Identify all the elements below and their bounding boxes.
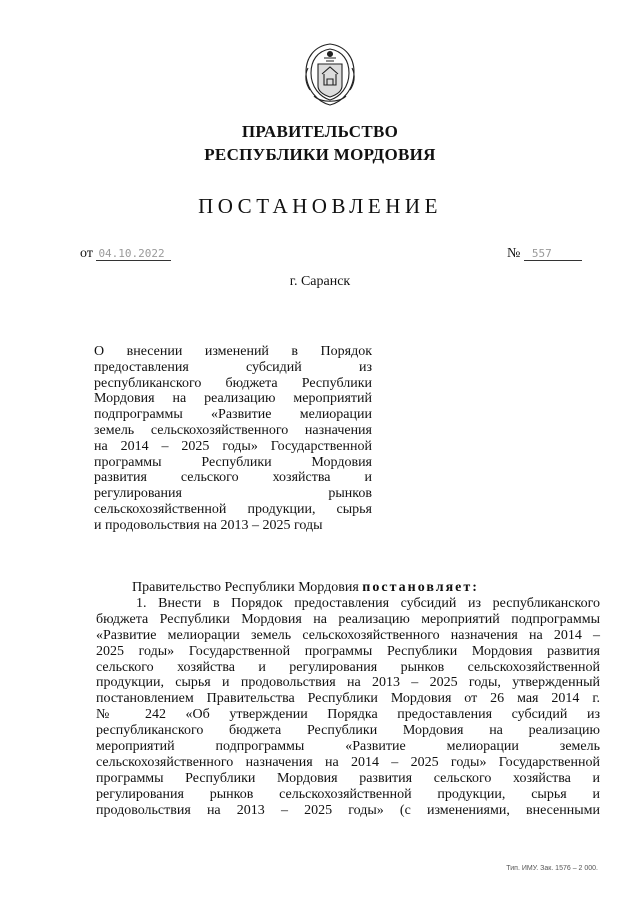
body-line: бюджета Республики Мордовия на реализацию мероприятий подпрограммы <box>96 611 600 627</box>
city: г. Саранск <box>289 274 351 289</box>
body-line: мероприятий подпрограммы «Развитие мелиорации земель <box>96 739 600 755</box>
body-line: «Развитие мелиорации земель сельскохозяйственного назначения на 2014 – <box>96 627 600 643</box>
subject-line: и продовольствия на 2013 – 2025 годы <box>94 517 323 533</box>
government-name-line2: РЕСПУБЛИКИ МОРДОВИЯ <box>204 145 436 164</box>
subject-line: Мордовия на реализацию мероприятий <box>94 391 372 407</box>
body-line: программы Республики Мордовия развития сельского хозяйства и <box>96 770 600 786</box>
body-line: сельского хозяйства и регулирования рынков сельскохозяйственной <box>96 659 600 675</box>
subject-line: развития сельского хозяйства и <box>94 470 372 486</box>
body-line: № 242 «Об утверждении Порядка предоставления субсидий из <box>96 707 600 723</box>
subject-line: О внесении изменений в Порядок <box>94 344 372 359</box>
body-line: продукции, сырья и продовольствия на 2013 – 2025 годы, утвержденный <box>96 675 600 691</box>
body-line: 2025 годы» Государственной программы Республики Мордовия развития <box>96 643 600 659</box>
coat-of-arms-icon <box>300 40 360 108</box>
subject-line: сельскохозяйственной продукции, сырья <box>94 501 372 517</box>
body-line: постановлением Правительства Республики Мордовия от 26 мая 2014 г. <box>96 691 600 707</box>
subject-line: предоставления субсидий из <box>94 359 372 375</box>
intro-text: Правительство Республики Мордовия <box>132 580 359 595</box>
decree-number <box>507 246 582 262</box>
subject-line: регулирования рынков <box>94 486 372 502</box>
date-prefix: от <box>80 246 93 261</box>
number-value: 557 <box>524 247 582 261</box>
decree-date <box>80 246 171 262</box>
print-info: Тип. ИМУ. Зак. 1576 – 2 000. <box>506 865 598 872</box>
subject-line: республиканского бюджета Республики <box>94 375 372 391</box>
decree-title: ПОСТАНОВЛЕНИЕ <box>198 194 442 218</box>
date-value: 04.10.2022 <box>96 247 170 261</box>
body-line: 1. Внести в Порядок предоставления субсидий из республиканского <box>136 595 600 611</box>
body-intro <box>96 580 600 596</box>
decree-subject <box>94 344 372 534</box>
body-line: республиканского бюджета Республики Мордовия на реализацию <box>96 723 600 739</box>
subject-line: земель сельскохозяйственного назначения <box>94 422 372 438</box>
subject-line: программы Республики Мордовия <box>94 454 372 470</box>
body-line: сельскохозяйственного назначения на 2014 – 2025 годы» Государственной <box>96 754 600 770</box>
intro-emphasis: постановляет: <box>362 580 479 595</box>
number-prefix: № <box>507 246 521 261</box>
government-name-line1: ПРАВИТЕЛЬСТВО <box>241 122 399 141</box>
body-line: продовольствия на 2013 – 2025 годы» (с изменениями, внесенными <box>96 802 600 818</box>
subject-line: подпрограммы «Развитие мелиорации <box>94 407 372 423</box>
body-line: регулирования рынков сельскохозяйственной продукции, сырья и <box>96 786 600 802</box>
decree-body <box>96 580 600 819</box>
subject-line: на 2014 – 2025 годы» Государственной <box>94 438 372 454</box>
